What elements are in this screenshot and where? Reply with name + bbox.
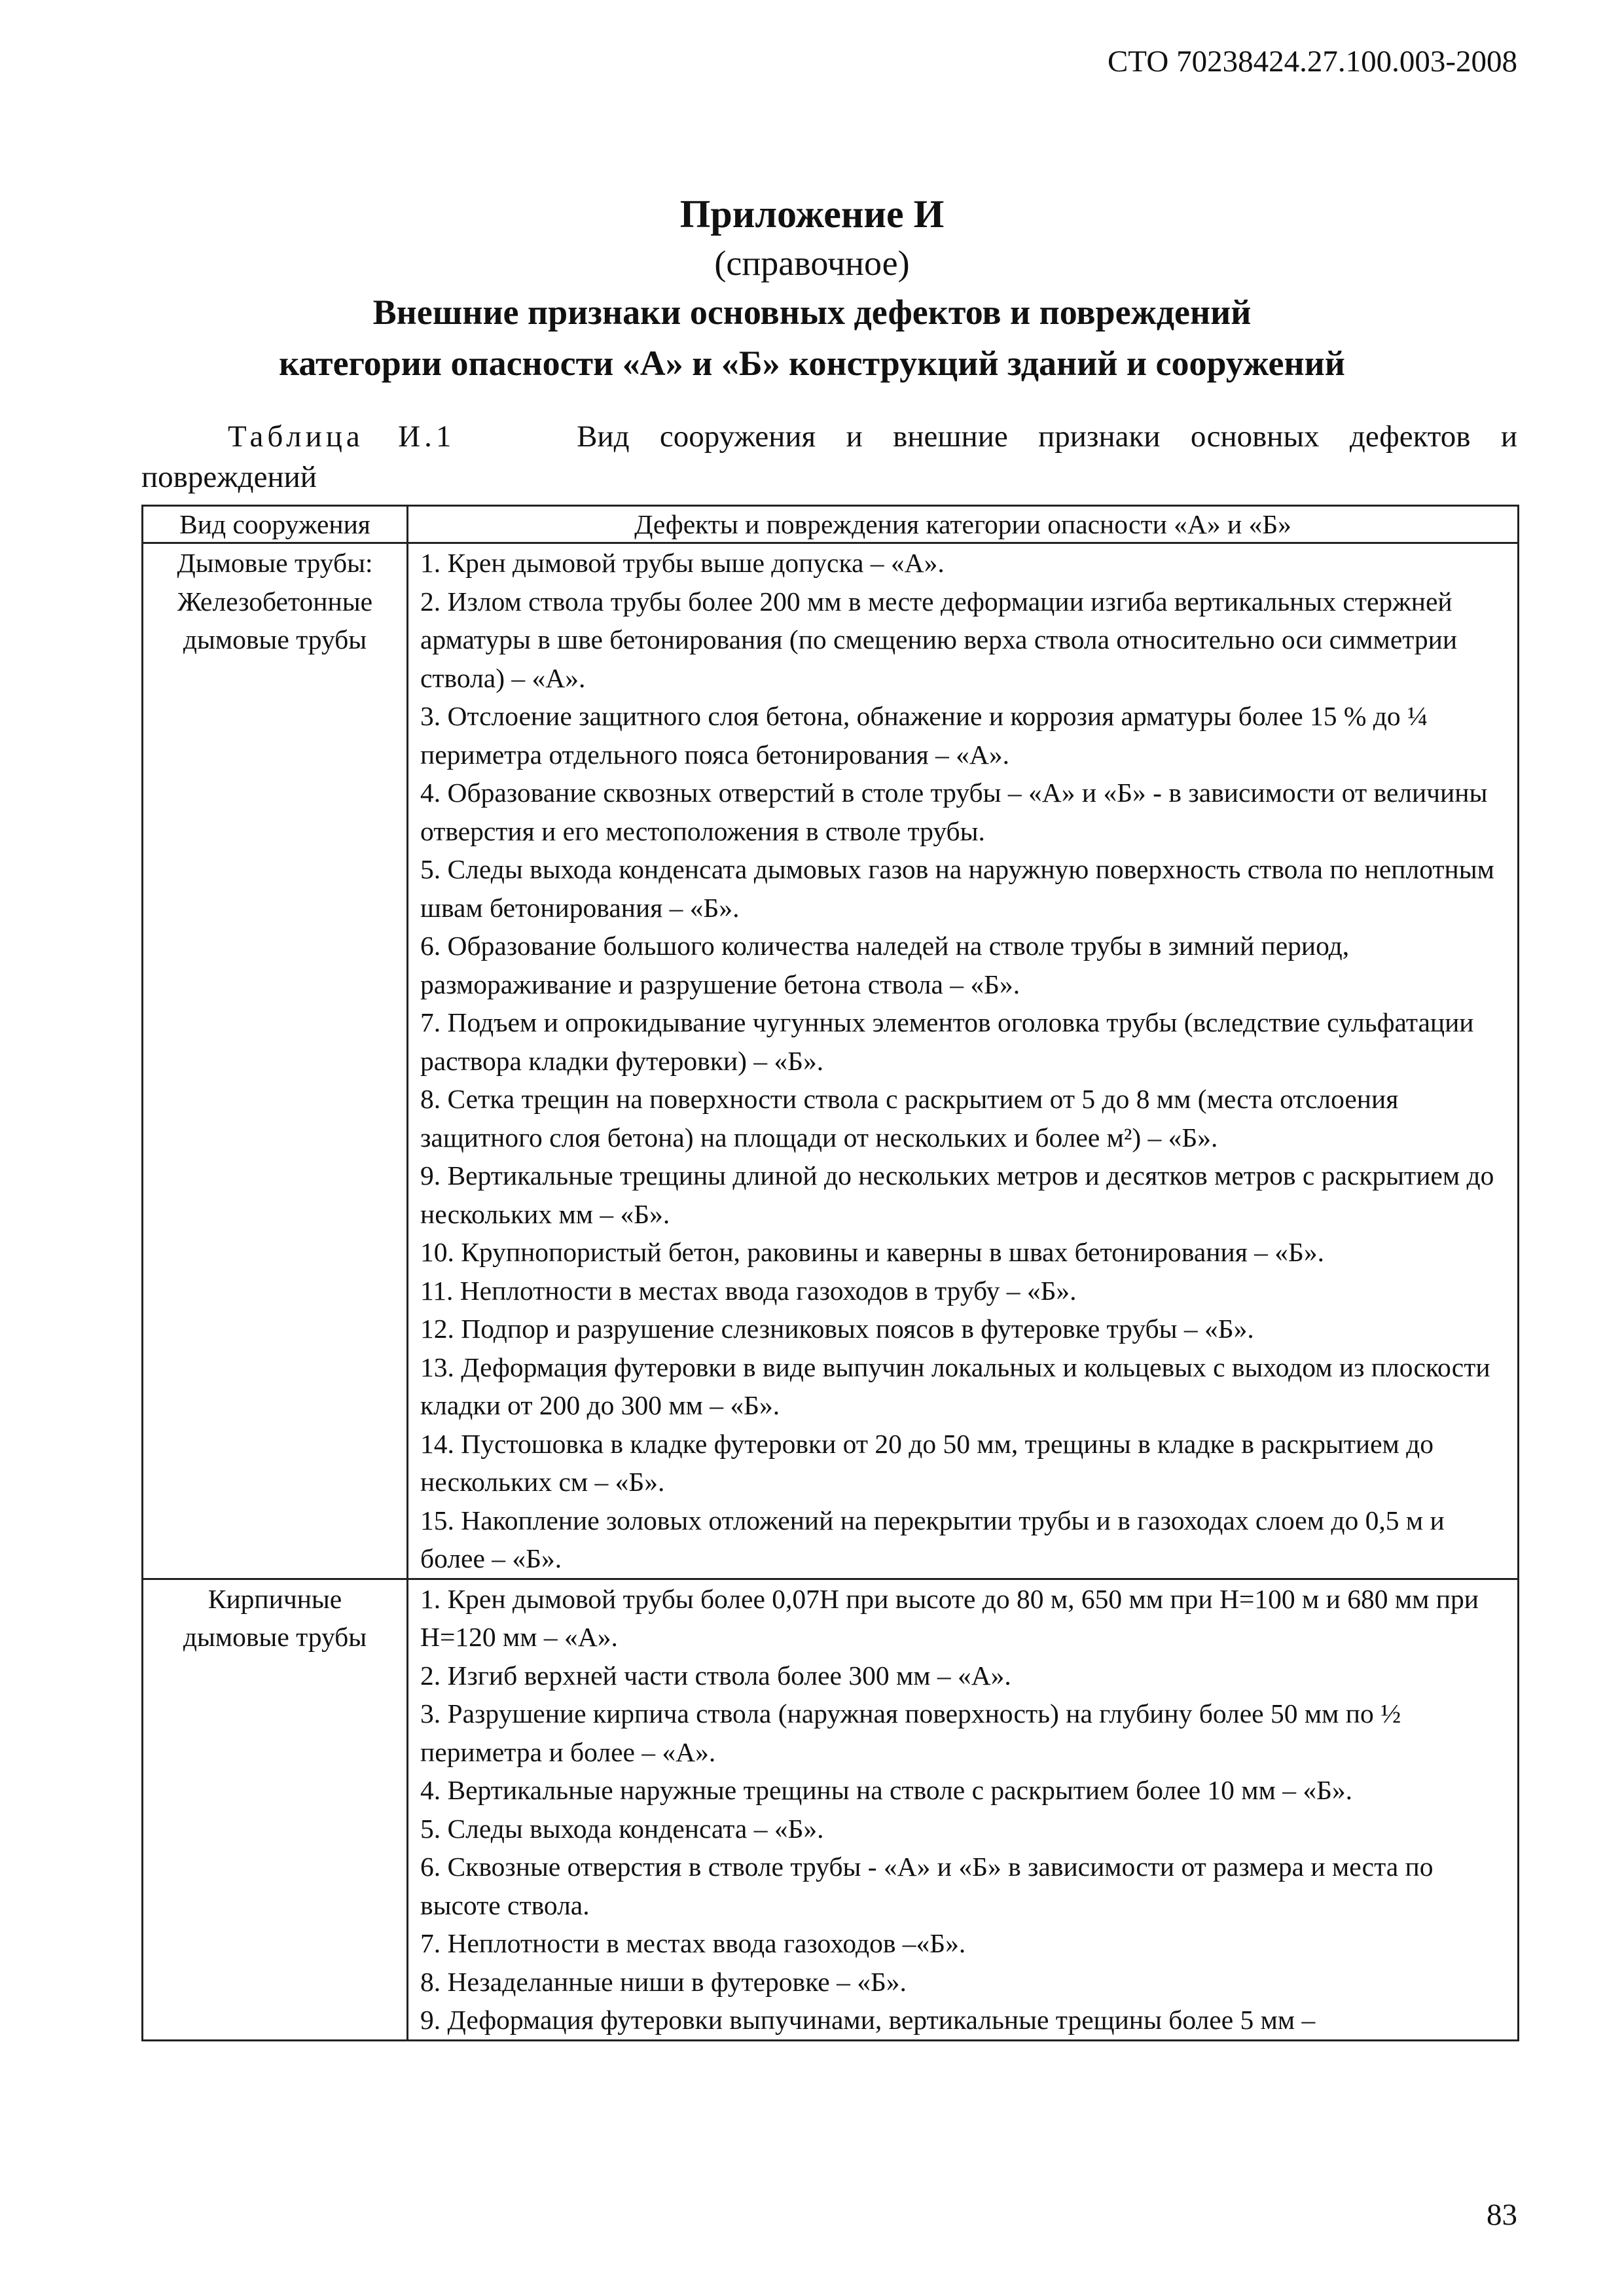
defect-item: 1. Крен дымовой трубы более 0,07Н при высоте до 80 м, 650 мм при H=100 м и 680 мм при H=120 мм – «А». [420, 1583, 1479, 1652]
defect-item: 10. Крупнопористый бетон, раковины и каверны в швах бетонирования – «Б». [420, 1237, 1324, 1267]
defects-cell [408, 543, 1519, 1579]
table-caption [141, 416, 1517, 497]
defect-item: 8. Незаделанные ниши в футеровке – «Б». [420, 1966, 907, 1997]
defect-item: 9. Вертикальные трещины длиной до нескольких метров и десятков метров с раскрытием до нескольких мм – «Б». [420, 1160, 1494, 1229]
defect-item: 3. Отслоение защитного слоя бетона, обнажение и коррозия арматуры более 15 % до ¼ периметра отдельного пояса бетонирования – «А». [420, 701, 1428, 770]
structure-type-line: Железобетонные [177, 586, 373, 617]
defect-item: 14. Пустошовка в кладке футеровки от 20 до 50 мм, трещины в кладке в раскрытием до нескольких см – «Б». [420, 1428, 1434, 1497]
structure-type-cell [143, 543, 408, 1579]
defect-item: 8. Сетка трещин на поверхности ствола с раскрытием от 5 до 8 мм (места отслоения защитного слоя бетона) на площади от нескольких и более м²) – «Б». [420, 1084, 1399, 1153]
defect-item: 3. Разрушение кирпича ствола (наружная поверхность) на глубину более 50 мм по ½ периметра и более – «А». [420, 1698, 1401, 1767]
table-header-row [143, 506, 1519, 543]
defect-item: 6. Образование большого количества наледей на стволе трубы в зимний период, размораживание и разрушение бетона ствола – «Б». [420, 931, 1350, 999]
defect-item: 7. Подъем и опрокидывание чугунных элементов оголовка трубы (вследствие сульфатации раствора кладки футеровки) – «Б». [420, 1007, 1474, 1076]
structure-type-line: Дымовые трубы: [177, 548, 373, 578]
defect-item: 2. Излом ствола трубы более 200 мм в месте деформации изгиба вертикальных стержней арматуры в шве бетонирования (по смещению верха ствола относительно оси симметрии ствола) – «А». [420, 586, 1458, 693]
defect-item: 5. Следы выхода конденсата дымовых газов на наружную поверхность ствола по неплотным швам бетонирования – «Б». [420, 854, 1494, 923]
defect-item: 15. Накопление золовых отложений на перекрытии трубы и в газоходах слоем до 0,5 м и более – «Б». [420, 1505, 1445, 1573]
appendix-title: Приложение И [679, 192, 945, 236]
defect-item: 1. Крен дымовой трубы выше допуска – «А». [420, 548, 945, 578]
table-caption-text: Вид сооружения и внешние признаки основных дефектов и [577, 420, 1517, 454]
structure-type-line: дымовые трубы [183, 1622, 367, 1652]
appendix-heading-line2: категории опасности «А» и «Б» конструкций зданий и сооружений [279, 344, 1345, 383]
table-row [143, 543, 1519, 1579]
table-caption-text-continued: повреждений [141, 460, 317, 494]
structure-type-line: Кирпичные [208, 1583, 342, 1614]
defect-item: 2. Изгиб верхней части ствола более 300 мм – «А». [420, 1660, 1011, 1691]
defects-cell [408, 1579, 1519, 2040]
table-caption-label: Таблица И.1 [228, 420, 456, 454]
appendix-heading-line1: Внешние признаки основных дефектов и повреждений [372, 293, 1252, 332]
structure-type-cell [143, 1579, 408, 2040]
defect-item: 4. Образование сквозных отверстий в столе трубы – «А» и «Б» - в зависимости от величины отверстия и его местоположения в стволе трубы. [420, 778, 1488, 846]
defect-item: 7. Неплотности в местах ввода газоходов –«Б». [420, 1928, 966, 1958]
defect-item: 12. Подпор и разрушение слезниковых поясов в футеровке трубы – «Б». [420, 1314, 1254, 1344]
defect-item: 13. Деформация футеровки в виде выпучин локальных и кольцевых с выходом из плоскости кладки от 200 до 300 мм – «Б». [420, 1352, 1490, 1420]
defect-item: 6. Сквозные отверстия в стволе трубы - «А» и «Б» в зависимости от размера и места по высоте ствола. [420, 1852, 1434, 1920]
appendix-status: (справочное) [714, 243, 910, 283]
defects-table [141, 505, 1519, 2041]
structure-type-line: дымовые трубы [183, 624, 367, 655]
defect-item: 4. Вертикальные наружные трещины на стволе с раскрытием более 10 мм – «Б». [420, 1775, 1353, 1805]
document-code: СТО 70238424.27.100.003-2008 [1107, 45, 1517, 79]
column-header-defects: Дефекты и повреждения категории опасности «А» и «Б» [408, 506, 1519, 543]
defect-item: 11. Неплотности в местах ввода газоходов в трубу – «Б». [420, 1275, 1077, 1306]
column-header-structure-type: Вид сооружения [143, 506, 408, 543]
page-number: 83 [1487, 2198, 1517, 2232]
defect-item: 9. Деформация футеровки выпучинами, вертикальные трещины более 5 мм – [420, 2005, 1316, 2035]
defect-item: 5. Следы выхода конденсата – «Б». [420, 1813, 824, 1844]
table-row [143, 1579, 1519, 2040]
